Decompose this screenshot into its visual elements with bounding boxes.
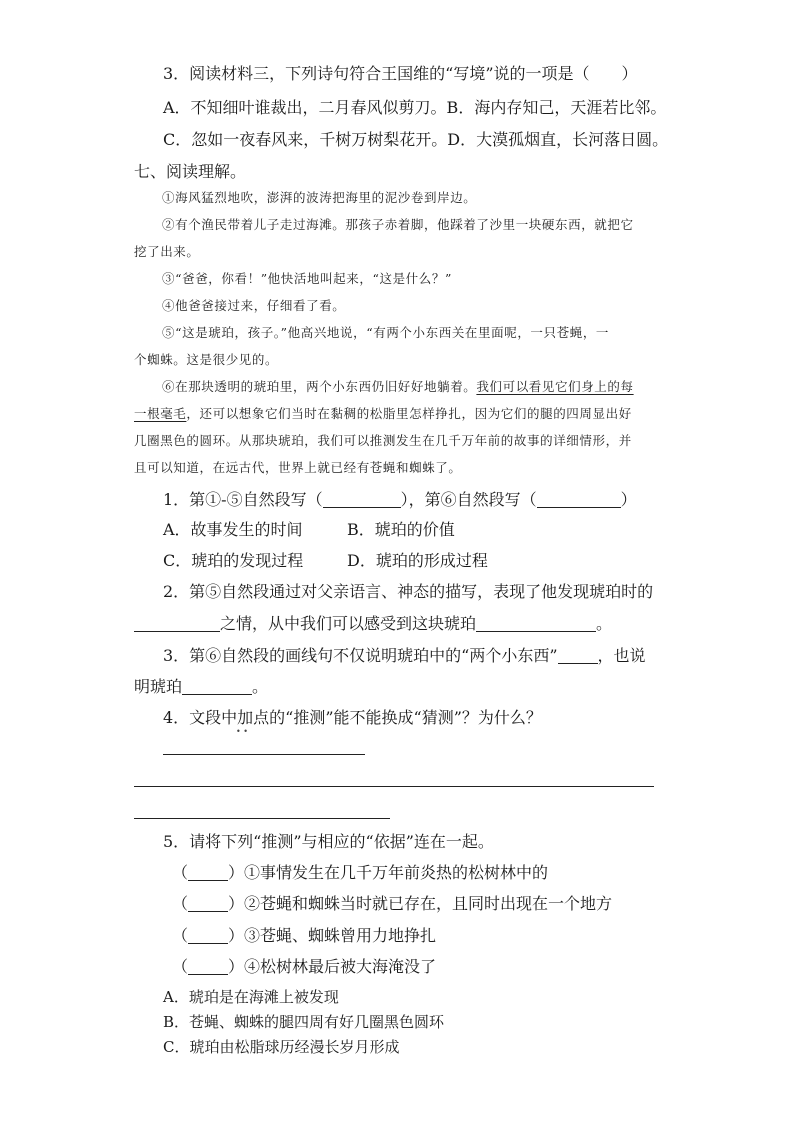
q5-blank-3[interactable] [188, 928, 228, 944]
q1-option-b: B．琥珀的价值 [347, 520, 455, 539]
passage-paragraph-1: ①海风猛烈地吹，澎湃的波涛把海里的泥沙卷到岸边。 [162, 190, 477, 205]
prev-q3-options-cd: C．忽如一夜春风来，千树万树梨花开。D．大漠孤烟直，长河落日圆。 [163, 130, 669, 149]
q5-blank-4[interactable] [188, 959, 228, 975]
q3-text-d: 。 [252, 677, 269, 696]
q2-text-b: 。 [596, 614, 613, 633]
section-title: 七、阅读理解。 [134, 162, 247, 181]
q4-answer-line-1[interactable] [163, 754, 365, 755]
q3-blank-2[interactable] [182, 679, 252, 695]
paren-open: （ [172, 926, 189, 945]
passage-paragraph-6-cont-3: 且可以知道，在远古代，世界上就已经有苍蝇和蜘蛛了。 [134, 460, 462, 475]
q3-blank-1[interactable] [558, 648, 598, 664]
passage-paragraph-6-cont-1 [134, 405, 632, 423]
underlined-sentence-end: 一根毫毛 [134, 406, 187, 421]
q5-item-3 [172, 926, 436, 946]
q5-basis-b: B．苍蝇、蜘蛛的腿四周有好几圈黑色圆环 [163, 1013, 445, 1031]
prev-q3-stem: 3．阅读材料三，下列诗句符合王国维的“写境”说的一项是（ ） [163, 64, 638, 83]
passage-paragraph-5-cont: 个蜘蛛。这是很少见的。 [134, 352, 279, 367]
q4-answer-line-3[interactable] [134, 818, 390, 819]
q3-text-c: 明琥珀 [134, 677, 183, 696]
q1-blank-1[interactable] [323, 492, 401, 508]
q2-line-1: 2．第⑤自然段通过对父亲语言、神态的描写，表现了他发现琥珀时的 [163, 582, 654, 601]
passage-paragraph-2-cont: 挖了出来。 [134, 244, 200, 259]
emphasis-dot-icon: • • [236, 727, 248, 736]
passage-paragraph-6-cont-2: 几圈黑色的圆环。从那块琥珀，我们可以推测发生在几千万年前的故事的详细情形，并 [134, 433, 632, 448]
paren-open: （ [172, 894, 189, 913]
q5-blank-2[interactable] [188, 896, 228, 912]
q1-blank-2[interactable] [537, 492, 621, 508]
q1-text-c: ） [620, 490, 637, 509]
paren-close: ） [228, 926, 245, 945]
q5-item-1 [172, 863, 548, 883]
passage-p6-text: ⑥在那块透明的琥珀里，两个小东西仍旧好好地躺着。 [162, 379, 477, 394]
q5-item-text: ①事情发生在几千万年前炎热的松树林中的 [244, 863, 549, 882]
q5-blank-1[interactable] [188, 865, 228, 881]
q3-line-2 [134, 677, 268, 697]
q3-text-a: 3．第⑥自然段的画线句不仅说明琥珀中的“两个小东西” [163, 646, 558, 665]
passage-paragraph-3: ③“爸爸，你看！”他快活地叫起来，“这是什么？” [162, 271, 452, 286]
paren-close: ） [228, 863, 245, 882]
prev-q3-options-ab: A．不知细叶谁裁出，二月春风似剪刀。B．海内存知己，天涯若比邻。 [163, 98, 667, 117]
passage-paragraph-2: ②有个渔民带着儿子走过海滩。那孩子赤着脚，他踩着了沙里一块硬东西，就把它 [162, 217, 634, 232]
q3-line-1 [163, 646, 646, 666]
q5-basis-c: C．琥珀由松脂球历经漫长岁月形成 [163, 1038, 400, 1056]
paren-open: （ [172, 957, 189, 976]
q2-blank-1[interactable] [134, 616, 220, 632]
q1-option-a: A．故事发生的时间 [163, 520, 303, 539]
q5-item-text: ②苍蝇和蜘蛛当时就已存在，且同时出现在一个地方 [244, 894, 613, 913]
q5-item-4 [172, 957, 436, 977]
q4-stem: 4．文段中加点的“推测”能不能换成“猜测”？为什么？ [163, 708, 542, 727]
q1-text-b: ），第⑥自然段写（ [400, 490, 537, 509]
passage-paragraph-5: ⑤“这是琥珀，孩子。”他高兴地说，“有两个小东西关在里面呢，一只苍蝇，一 [162, 325, 610, 340]
q5-stem: 5．请将下列“推测”与相应的“依据”连在一起。 [163, 832, 494, 851]
passage-p6-text-2: ，还可以想象它们当时在黏稠的松脂里怎样挣扎，因为它们的腿的四周显出好 [186, 406, 632, 421]
q5-item-2 [172, 894, 612, 914]
passage-paragraph-6 [162, 378, 634, 396]
q4-answer-line-2[interactable] [134, 786, 654, 787]
paren-close: ） [228, 894, 245, 913]
q2-blank-2[interactable] [476, 616, 596, 632]
paren-open: （ [172, 863, 189, 882]
paren-close: ） [228, 957, 245, 976]
q1-option-d: D．琥珀的形成过程 [347, 551, 488, 570]
q1-stem [163, 490, 637, 510]
q5-basis-a: A．琥珀是在海滩上被发现 [163, 988, 339, 1006]
q5-item-text: ④松树林最后被大海淹没了 [244, 957, 437, 976]
q2-line-2 [134, 614, 612, 634]
q1-text-a: 1．第①-⑤自然段写（ [163, 490, 323, 509]
underlined-sentence: 我们可以看见它们身上的每 [476, 379, 634, 394]
q2-text-a: 之情，从中我们可以感受到这块琥珀 [220, 614, 477, 633]
q5-item-text: ③苍蝇、蜘蛛曾用力地挣扎 [244, 926, 437, 945]
q1-option-c: C．琥珀的发现过程 [163, 551, 304, 570]
passage-paragraph-4: ④他爸爸接过来，仔细看了看。 [162, 298, 346, 313]
q3-text-b: ，也说 [597, 646, 646, 665]
